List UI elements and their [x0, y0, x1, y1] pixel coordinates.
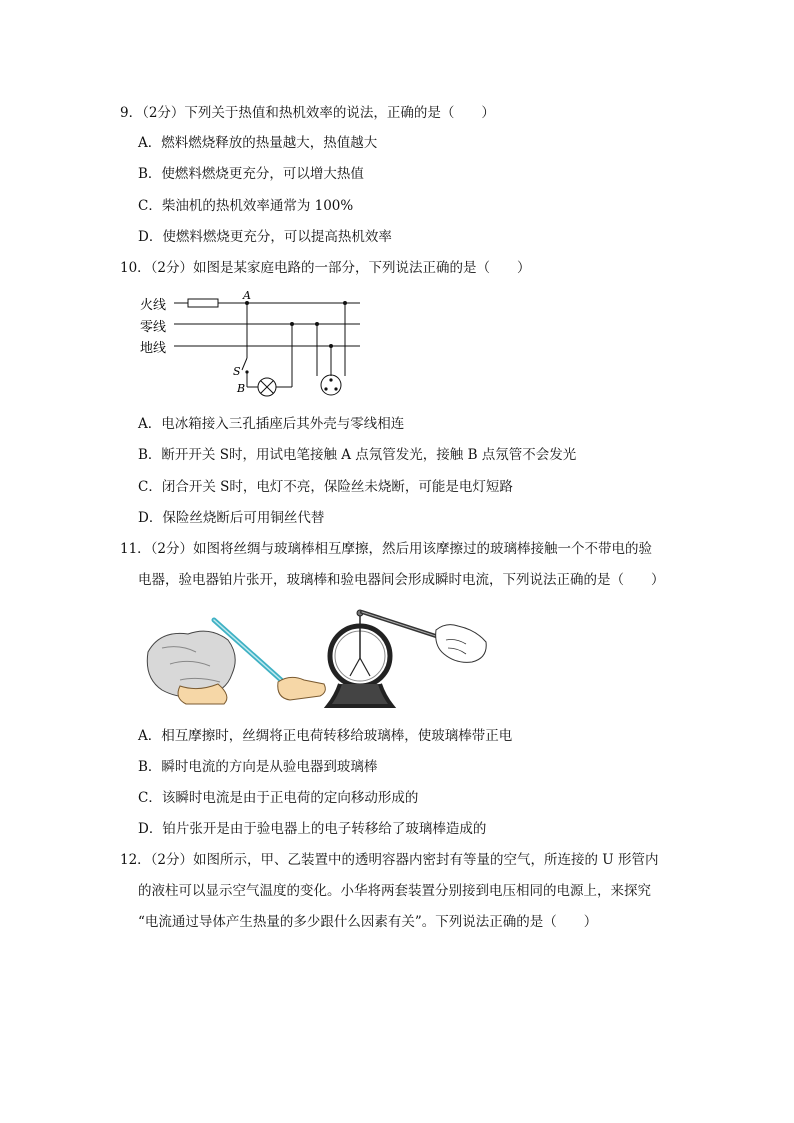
point-a-label: A: [243, 289, 251, 302]
question-11-stem-line-1: 11．（2分）如图将丝绸与玻璃棒相互摩擦，然后用该摩擦过的玻璃棒接触一个不带电的验: [120, 541, 653, 557]
switch-contact: [245, 370, 248, 373]
question-9-option-c: C．柴油机的热机效率通常为 100%: [138, 198, 354, 214]
junction-socket-neutral: [315, 322, 319, 326]
question-11-option-d: D．铂片张开是由于验电器上的电子转移给了玻璃棒造成的: [138, 821, 487, 837]
question-10-option-b: B．断开开关 S时，用试电笔接触 A 点氖管发光，接触 B 点氖管不会发光: [138, 447, 577, 463]
three-hole-socket: [321, 375, 341, 395]
question-9-stem: 9．（2分）下列关于热值和热机效率的说法，正确的是（ ）: [120, 105, 495, 121]
glass-rod-electroscope-figure: [140, 600, 490, 710]
question-11-option-c: C．该瞬时电流是由于正电荷的定向移动形成的: [138, 790, 419, 806]
switch-s-label: S: [233, 365, 241, 378]
question-9-option-d: D．使燃料燃烧更充分，可以提高热机效率: [138, 229, 392, 245]
question-11-option-a: A．相互摩擦时，丝绸将正电荷转移给玻璃棒，使玻璃棒带正电: [138, 728, 513, 744]
question-10-stem: 10．（2分）如图是某家庭电路的一部分，下列说法正确的是（ ）: [120, 260, 531, 276]
ground-wire-label: 地线: [140, 341, 167, 356]
question-9-option-b: B．使燃料燃烧更充分，可以增大热值: [138, 166, 364, 182]
point-b-label: B: [237, 382, 246, 395]
question-11-option-b: B．瞬时电流的方向是从验电器到玻璃棒: [138, 759, 378, 775]
hand-holding-rod: [278, 677, 326, 700]
question-9-option-a: A．燃料燃烧释放的热量越大，热值越大: [138, 135, 378, 151]
electroscope: [328, 610, 392, 706]
question-10-option-c: C．闭合开关 S时，电灯不亮，保险丝未烧断，可能是电灯短路: [138, 479, 513, 495]
neutral-wire-label: 零线: [140, 320, 167, 335]
fuse: [188, 299, 218, 307]
question-11-stem-line-2: 电器，验电器铂片张开，玻璃棒和验电器间会形成瞬时电流，下列说法正确的是（ ）: [138, 572, 665, 588]
socket-hole-left: [324, 387, 327, 390]
household-circuit-figure: [136, 286, 368, 402]
question-10-option-d: D．保险丝烧断后可用铜丝代替: [138, 510, 325, 526]
socket-hole-right: [334, 387, 337, 390]
socket-hole-top: [329, 378, 332, 381]
silk-cloth-illustration: [147, 631, 235, 704]
live-wire-label: 火线: [140, 298, 167, 313]
switch-s: [242, 358, 247, 370]
question-12-stem-line-1: 12．（2分）如图所示，甲、乙装置中的透明容器内密封有等量的空气，所连接的 U 形管内: [120, 852, 659, 868]
question-10-option-a: A．电冰箱接入三孔插座后其外壳与零线相连: [138, 416, 405, 432]
junction-lamp-neutral: [290, 322, 294, 326]
question-12-stem-line-2: 的液柱可以显示空气温度的变化。小华将两套装置分别接到电压相同的电源上，来探究: [138, 883, 651, 899]
question-12-stem-line-3: “电流通过导体产生热量的多少跟什么因素有关”。下列说法正确的是（ ）: [138, 914, 598, 930]
junction-socket-ground: [329, 344, 333, 348]
junction-socket-live: [343, 301, 347, 305]
hand-holding-charged-rod: [436, 625, 487, 663]
